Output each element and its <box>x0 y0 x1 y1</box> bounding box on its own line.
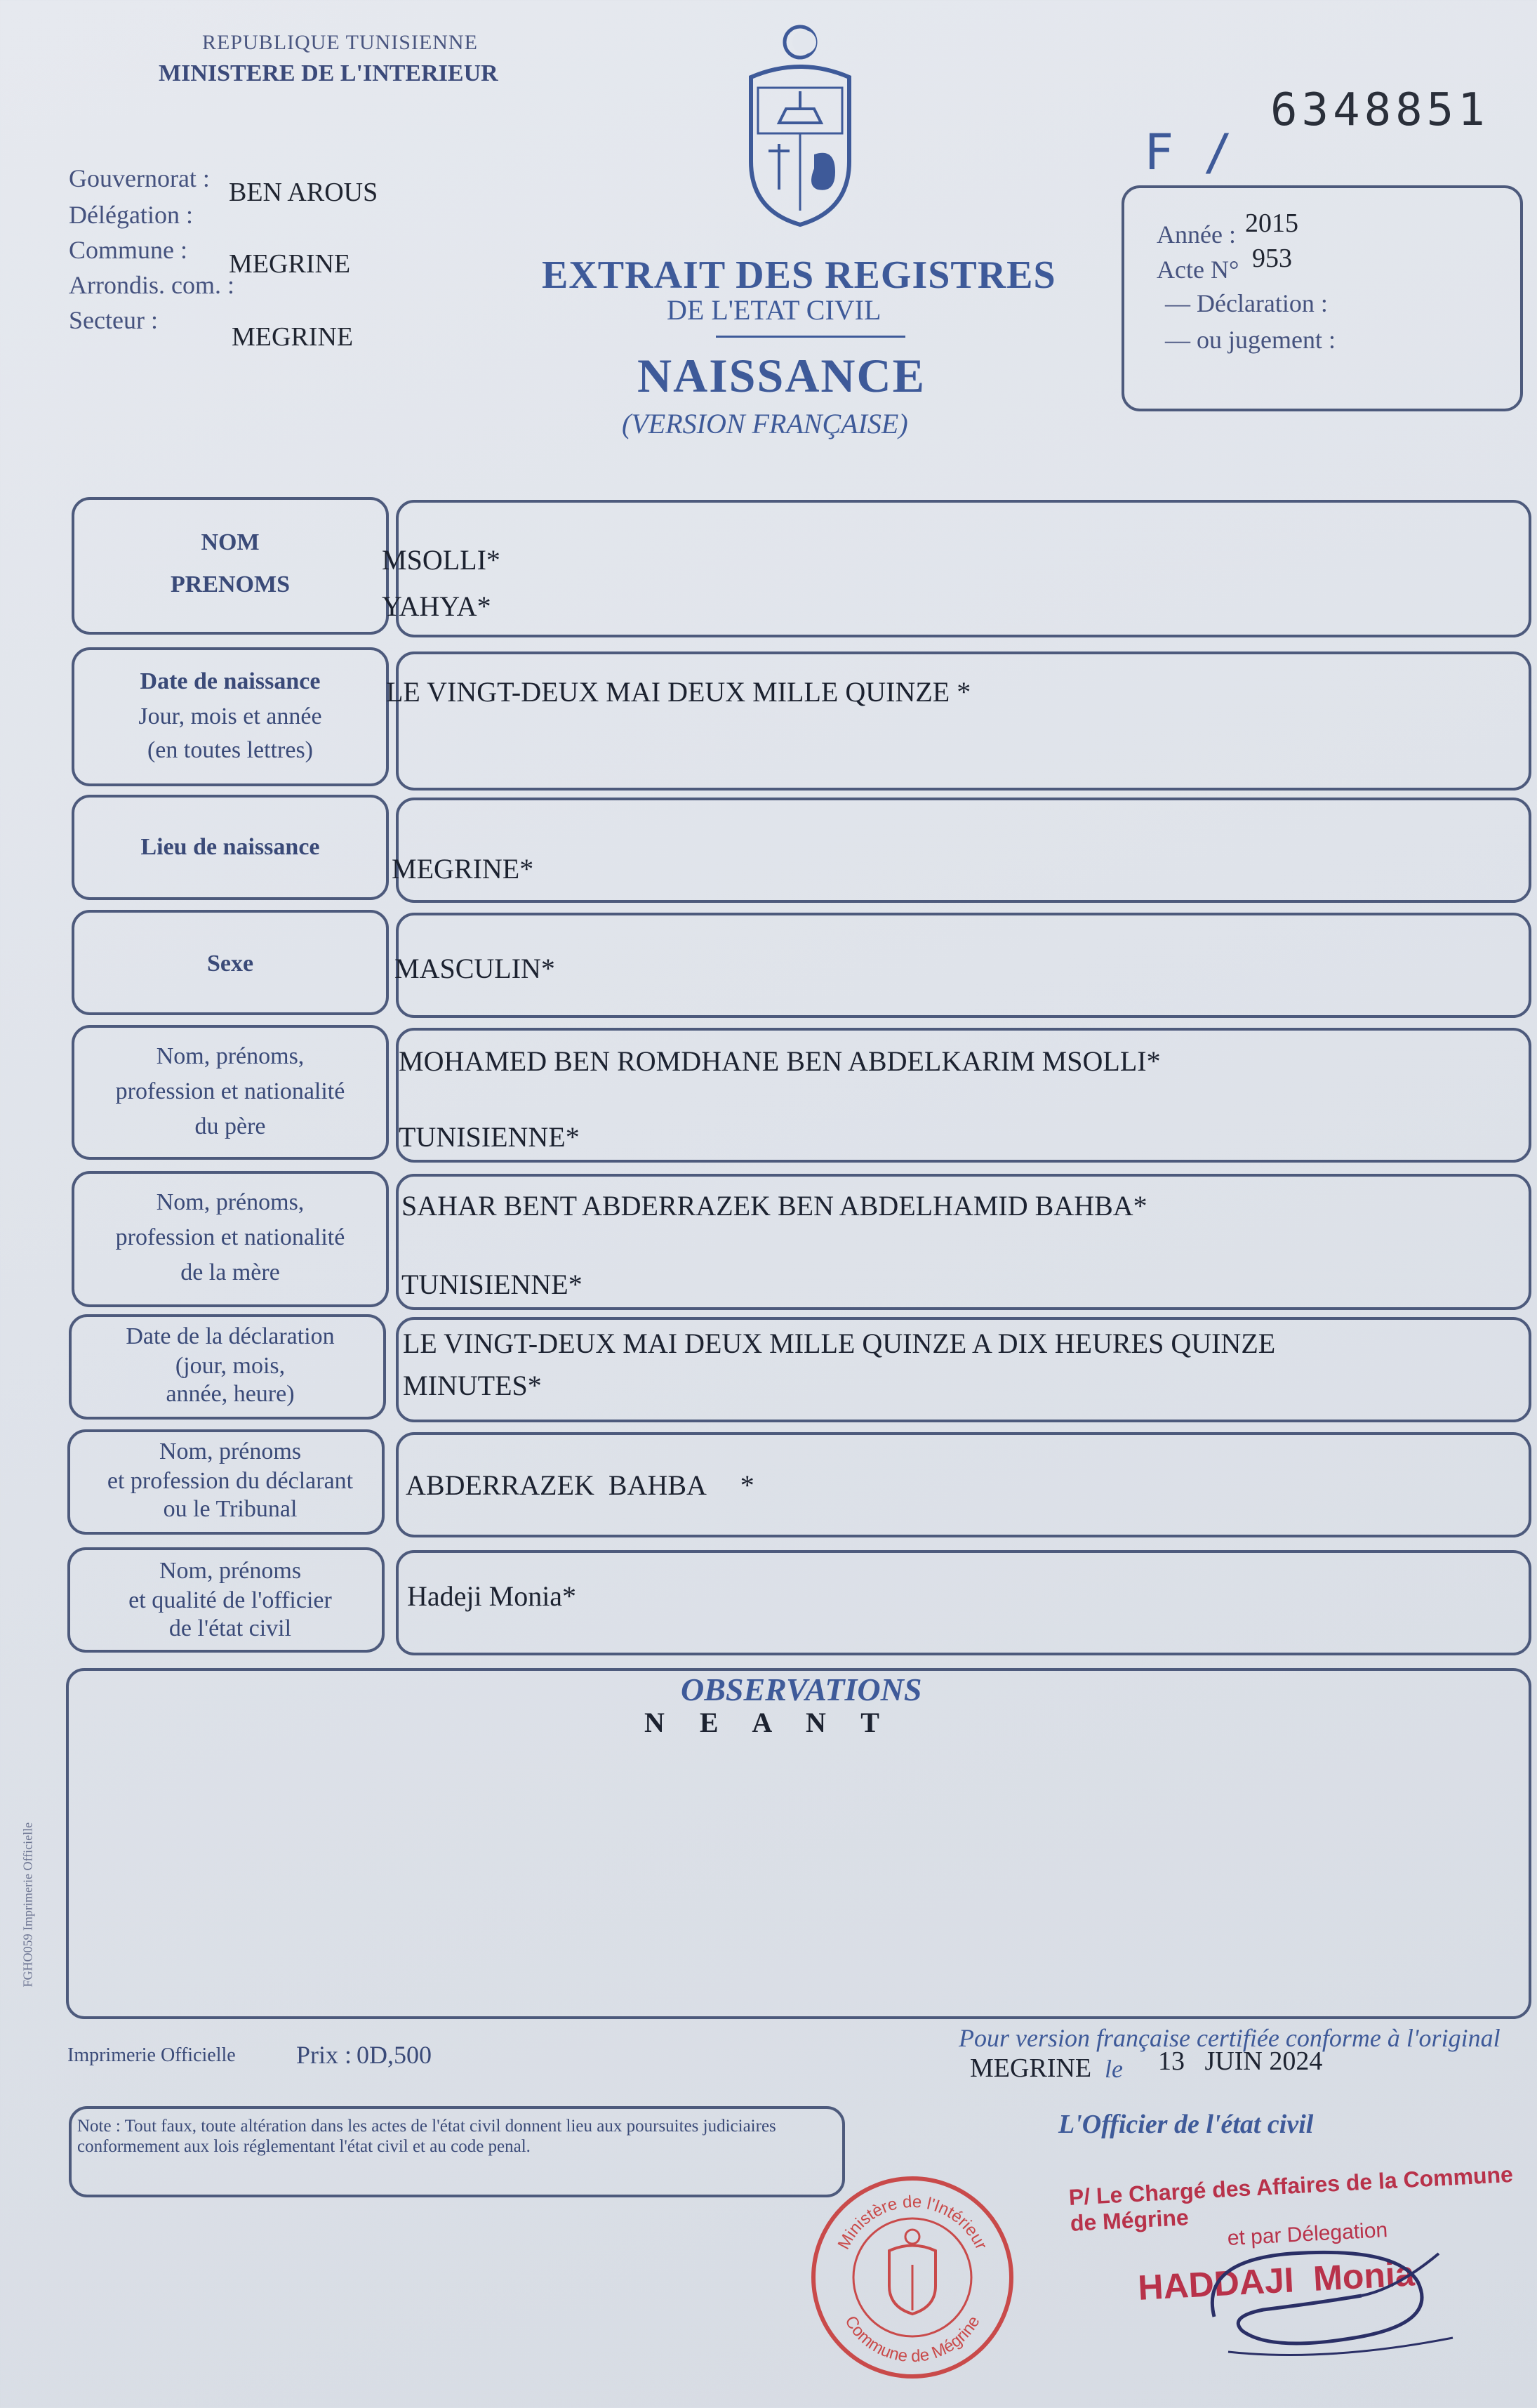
acte-value: 953 <box>1252 244 1292 273</box>
pere-nationality-value: TUNISIENNE* <box>399 1121 580 1153</box>
decl-label: Date de la déclaration <box>126 1323 335 1349</box>
mere-sublabel: profession et nationalité <box>115 1224 345 1250</box>
observations-label: OBSERVATIONS <box>681 1672 922 1707</box>
prenoms-value: YAHYA* <box>382 590 491 622</box>
stamp-top-text: Ministère de l'Intérieur <box>834 2192 991 2253</box>
signature-name: HADDAJI Monia <box>1137 2254 1416 2308</box>
coat-of-arms-icon <box>730 21 870 232</box>
declarant-label: Nom, prénoms <box>159 1438 302 1464</box>
officier-value: Hadeji Monia* <box>407 1580 577 1612</box>
declarant-sublabel: et profession du déclarant <box>107 1468 354 1494</box>
ministry-text: MINISTERE DE L'INTERIEUR <box>159 60 498 86</box>
annee-label: Année : <box>1157 220 1236 249</box>
pere-sublabel-2: du père <box>194 1113 266 1139</box>
signature-line2: et par Délegation <box>1227 2218 1388 2250</box>
naissance-title: NAISSANCE <box>637 349 926 402</box>
observations-value: N E A N T <box>644 1707 893 1738</box>
pere-sublabel: profession et nationalité <box>115 1078 345 1104</box>
gouvernorat-label: Gouvernorat : <box>69 164 210 192</box>
declaration-label: — Déclaration : <box>1165 289 1328 317</box>
jugement-label: — ou jugement : <box>1165 326 1336 354</box>
gouvernorat-value: BEN AROUS <box>229 178 378 207</box>
serial-prefix: F / <box>1144 124 1233 181</box>
pere-label: Nom, prénoms, <box>156 1043 305 1069</box>
decl-sublabel: (jour, mois, <box>175 1353 286 1379</box>
pere-name-value: MOHAMED BEN ROMDHANE BEN ABDELKARIM MSOLLI* <box>399 1045 1161 1077</box>
annee-value: 2015 <box>1245 209 1298 238</box>
mere-name-value: SAHAR BENT ABDERRAZEK BEN ABDELHAMID BAHBA* <box>401 1190 1147 1222</box>
officier-title: L'Officier de l'état civil <box>1058 2110 1314 2139</box>
officier-sublabel: et qualité de l'officier <box>128 1587 332 1613</box>
nom-label: NOM <box>201 529 260 555</box>
imprimerie-text: Imprimerie Officielle <box>67 2044 236 2066</box>
prix-value: 0D,500 <box>357 2041 432 2069</box>
delegation-label: Délégation : <box>69 201 193 229</box>
lieu-value-box <box>396 798 1531 903</box>
svg-text:Commune de Mégrine <box>841 2313 983 2366</box>
secteur-label: Secteur : <box>69 306 158 334</box>
dob-value-box <box>396 651 1531 790</box>
note-text: Note : Tout faux, toute altération dans les actes de l'état civil donnent lieu aux poursuites judiciaires conformement aux lois réglementant l'état civil et au code penal. <box>77 2117 776 2156</box>
secteur-value: MEGRINE <box>232 322 354 352</box>
signature-line1: P/ Le Chargé des Affaires de la Commune de Mégrine <box>1068 2161 1514 2236</box>
dob-sublabel-2: (en toutes lettres) <box>147 737 314 763</box>
commune-value: MEGRINE <box>229 249 351 279</box>
stamp-emblem-icon <box>889 2230 936 2314</box>
republic-text: REPUBLIQUE TUNISIENNE <box>202 31 478 54</box>
declarant-sublabel-2: ou le Tribunal <box>163 1496 298 1522</box>
nom-value-box <box>396 500 1531 637</box>
declarant-value: ABDERRAZEK BAHBA * <box>406 1469 754 1501</box>
nom-label-box <box>72 497 389 635</box>
document-subtitle: DE L'ETAT CIVIL <box>667 294 881 326</box>
arrondis-label: Arrondis. com. : <box>69 271 234 299</box>
version-label: (VERSION FRANÇAISE) <box>622 408 908 439</box>
footer-lieu: MEGRINE <box>970 2053 1092 2083</box>
lieu-value: MEGRINE* <box>392 853 534 885</box>
dob-value: LE VINGT-DEUX MAI DEUX MILLE QUINZE * <box>386 676 971 708</box>
document-title: EXTRAIT DES REGISTRES <box>542 253 1056 297</box>
dob-sublabel: Jour, mois et année <box>138 703 322 729</box>
sexe-value: MASCULIN* <box>394 953 555 984</box>
certification-text: Pour version française certifiée conforme à l'original <box>959 2024 1501 2052</box>
sexe-value-box <box>396 913 1531 1018</box>
sexe-label: Sexe <box>206 951 254 977</box>
commune-label: Commune : <box>69 236 187 264</box>
lieu-label: Lieu de naissance <box>140 834 320 860</box>
footer-date: 13 JUIN 2024 <box>1158 2046 1323 2076</box>
dob-label: Date de naissance <box>140 668 321 694</box>
signature-scribble <box>1186 2211 1467 2380</box>
nom-value: MSOLLI* <box>382 544 500 576</box>
decl-value-2: MINUTES* <box>403 1370 542 1401</box>
decl-sublabel-2: année, heure) <box>166 1381 295 1407</box>
decl-value: LE VINGT-DEUX MAI DEUX MILLE QUINZE A DIX HEURES QUINZE <box>403 1328 1276 1359</box>
mere-sublabel-2: de la mère <box>180 1259 280 1285</box>
mere-label: Nom, prénoms, <box>156 1189 305 1215</box>
footer-le: le <box>1105 2055 1123 2083</box>
prix-label: Prix : <box>296 2041 352 2069</box>
acte-label: Acte N° <box>1157 256 1239 284</box>
stamp-bottom-text: Commune de Mégrine <box>841 2313 984 2367</box>
prenoms-label: PRENOMS <box>171 571 290 597</box>
serial-number: 6348851 <box>1270 84 1489 136</box>
title-divider <box>716 336 905 338</box>
officier-sublabel-2: de l'état civil <box>168 1615 292 1641</box>
officier-label: Nom, prénoms <box>159 1558 302 1584</box>
official-stamp <box>811 2176 1013 2379</box>
side-print-code: FGHO059 Imprimerie Officielle <box>20 1822 35 1987</box>
mere-nationality-value: TUNISIENNE* <box>401 1269 583 1300</box>
